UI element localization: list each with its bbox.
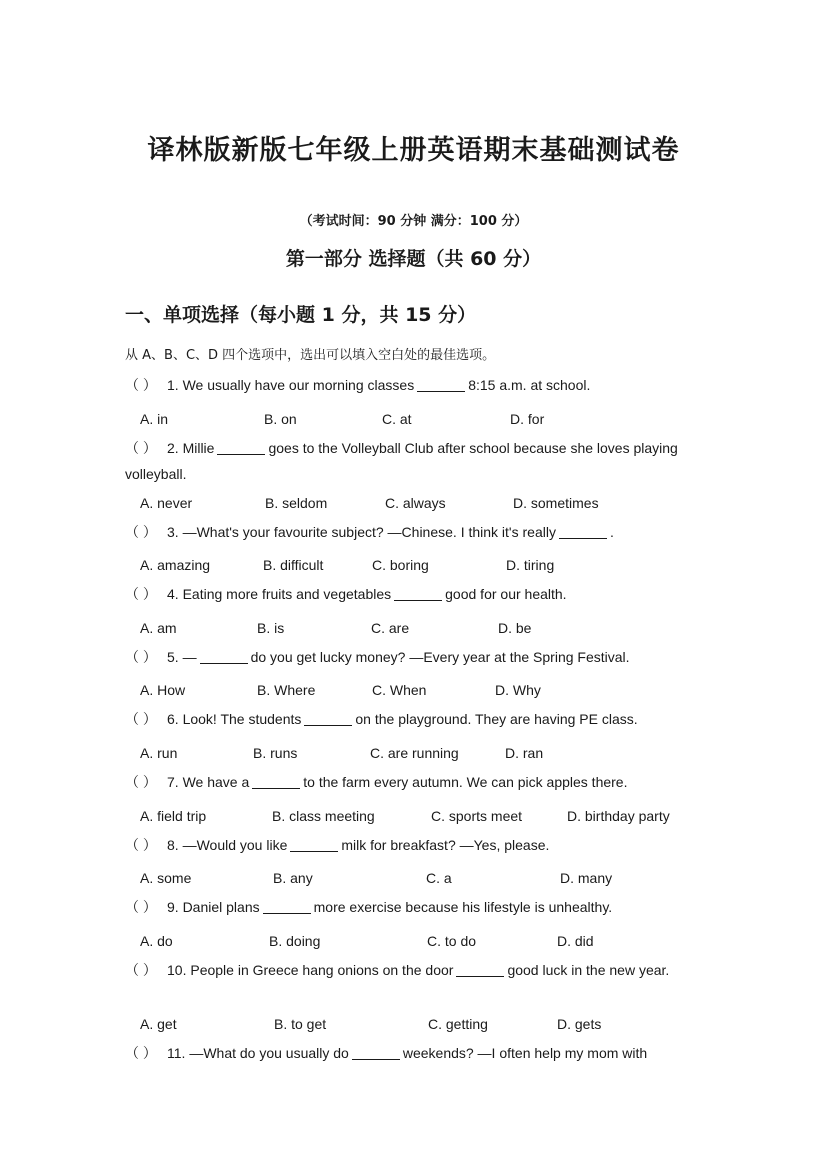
option-d[interactable]: D. sometimes bbox=[513, 495, 599, 511]
question-10 bbox=[125, 957, 695, 983]
question-stem-pre: 1. We usually have our morning classes bbox=[167, 377, 415, 393]
option-a[interactable]: A. in bbox=[140, 411, 169, 427]
question-stem-post: on the playground. They are having PE class. bbox=[355, 711, 638, 727]
question-stem-pre: 3. —What's your favourite subject? —Chinese. I think it's really bbox=[167, 524, 556, 540]
option-b[interactable]: B. to get bbox=[274, 1016, 327, 1032]
question-stem-post: 8:15 a.m. at school. bbox=[468, 377, 591, 393]
option-d[interactable]: D. for bbox=[510, 411, 545, 427]
option-b[interactable]: B. difficult bbox=[263, 557, 324, 573]
option-a[interactable]: A. some bbox=[140, 870, 192, 886]
options-10 bbox=[140, 1016, 700, 1036]
question-stem-pre: 5. — bbox=[167, 649, 197, 665]
option-d[interactable]: D. birthday party bbox=[567, 808, 670, 824]
question-3 bbox=[125, 519, 695, 545]
option-a[interactable]: A. amazing bbox=[140, 557, 211, 573]
option-a[interactable]: A. do bbox=[140, 933, 173, 949]
question-stem-pre: 4. Eating more fruits and vegetables bbox=[167, 586, 392, 602]
question-stem-post: good luck in the new year. bbox=[507, 962, 670, 978]
option-d[interactable]: D. many bbox=[560, 870, 613, 886]
options-3 bbox=[140, 557, 700, 577]
option-d[interactable]: D. gets bbox=[557, 1016, 602, 1032]
question-stem-pre: 2. Millie bbox=[167, 440, 215, 456]
answer-paren[interactable]: （ ） bbox=[125, 962, 157, 978]
answer-blank bbox=[417, 377, 465, 392]
answer-paren[interactable]: （ ） bbox=[125, 440, 157, 456]
answer-paren[interactable]: （ ） bbox=[125, 774, 157, 790]
question-2 bbox=[125, 435, 695, 487]
answer-blank bbox=[290, 837, 338, 852]
option-a[interactable]: A. field trip bbox=[140, 808, 207, 824]
option-c[interactable]: C. at bbox=[382, 411, 412, 427]
answer-blank bbox=[304, 711, 352, 726]
option-b[interactable]: B. on bbox=[264, 411, 297, 427]
question-4 bbox=[125, 581, 695, 607]
option-a[interactable]: A. run bbox=[140, 745, 178, 761]
option-c[interactable]: C. sports meet bbox=[431, 808, 523, 824]
question-5 bbox=[125, 644, 695, 670]
part-heading: 第一部分 选择题（共 60 分） bbox=[285, 248, 542, 270]
question-stem-pre: 9. Daniel plans bbox=[167, 899, 260, 915]
question-stem-post: more exercise because his lifestyle is unhealthy. bbox=[313, 899, 613, 915]
question-stem-post: goes to the Volleyball Club after school because she loves playing volleyball. bbox=[125, 440, 678, 482]
question-stem-pre: 8. —Would you like bbox=[167, 837, 288, 853]
option-c[interactable]: C. boring bbox=[372, 557, 429, 573]
answer-paren[interactable]: （ ） bbox=[125, 837, 157, 853]
answer-blank bbox=[559, 524, 607, 539]
page-title: 译林版新版七年级上册英语期末基础测试卷 bbox=[147, 135, 680, 166]
answer-blank bbox=[263, 899, 311, 914]
option-c[interactable]: C. to do bbox=[427, 933, 477, 949]
question-7 bbox=[125, 769, 695, 795]
option-b[interactable]: B. runs bbox=[253, 745, 298, 761]
answer-paren[interactable]: （ ） bbox=[125, 899, 157, 915]
question-stem-post: weekends? —I often help my mom with bbox=[402, 1045, 648, 1061]
option-a[interactable]: A. get bbox=[140, 1016, 177, 1032]
option-c[interactable]: C. are bbox=[371, 620, 410, 636]
question-stem-post: to the farm every autumn. We can pick apples there. bbox=[303, 774, 628, 790]
option-d[interactable]: D. did bbox=[557, 933, 594, 949]
option-b[interactable]: B. doing bbox=[269, 933, 321, 949]
option-c[interactable]: C. a bbox=[426, 870, 452, 886]
answer-blank bbox=[352, 1045, 400, 1060]
options-8 bbox=[140, 870, 700, 890]
options-7 bbox=[140, 808, 700, 828]
options-9 bbox=[140, 933, 700, 953]
question-stem-post: good for our health. bbox=[445, 586, 567, 602]
question-stem-pre: 10. People in Greece hang onions on the door bbox=[167, 962, 454, 978]
answer-blank bbox=[456, 962, 504, 977]
option-c[interactable]: C. getting bbox=[428, 1016, 488, 1032]
options-1 bbox=[140, 411, 700, 431]
option-c[interactable]: C. always bbox=[385, 495, 446, 511]
option-d[interactable]: D. ran bbox=[505, 745, 544, 761]
answer-paren[interactable]: （ ） bbox=[125, 524, 157, 540]
answer-paren[interactable]: （ ） bbox=[125, 711, 157, 727]
option-d[interactable]: D. Why bbox=[495, 682, 541, 698]
option-c[interactable]: C. are running bbox=[370, 745, 459, 761]
option-a[interactable]: A. How bbox=[140, 682, 186, 698]
answer-blank bbox=[217, 440, 265, 455]
question-stem-post: do you get lucky money? —Every year at the Spring Festival. bbox=[250, 649, 630, 665]
answer-paren[interactable]: （ ） bbox=[125, 1045, 157, 1061]
options-6 bbox=[140, 745, 700, 765]
option-a[interactable]: A. am bbox=[140, 620, 177, 636]
question-stem-pre: 11. —What do you usually do bbox=[167, 1045, 349, 1061]
question-stem-pre: 7. We have a bbox=[167, 774, 250, 790]
option-b[interactable]: B. seldom bbox=[265, 495, 328, 511]
question-1 bbox=[125, 372, 695, 398]
options-4 bbox=[140, 620, 700, 640]
option-c[interactable]: C. When bbox=[372, 682, 427, 698]
question-9 bbox=[125, 894, 695, 920]
option-b[interactable]: B. any bbox=[273, 870, 313, 886]
option-a[interactable]: A. never bbox=[140, 495, 193, 511]
answer-blank bbox=[252, 774, 300, 789]
option-b[interactable]: B. Where bbox=[257, 682, 316, 698]
answer-blank bbox=[200, 649, 248, 664]
answer-paren[interactable]: （ ） bbox=[125, 377, 157, 393]
answer-paren[interactable]: （ ） bbox=[125, 649, 157, 665]
instruction-text: 从 A、B、C、D 四个选项中，选出可以填入空白处的最佳选项。 bbox=[125, 348, 496, 363]
option-d[interactable]: D. tiring bbox=[506, 557, 555, 573]
answer-blank bbox=[394, 586, 442, 601]
option-b[interactable]: B. class meeting bbox=[272, 808, 375, 824]
answer-paren[interactable]: （ ） bbox=[125, 586, 157, 602]
options-5 bbox=[140, 682, 700, 702]
question-11 bbox=[125, 1040, 695, 1066]
section-heading: 一、单项选择（每小题 1 分，共 15 分） bbox=[125, 304, 477, 326]
option-d[interactable]: D. be bbox=[498, 620, 532, 636]
options-2 bbox=[140, 495, 700, 515]
option-b[interactable]: B. is bbox=[257, 620, 285, 636]
exam-info: （考试时间：90 分钟 满分：100 分） bbox=[299, 214, 528, 229]
question-8 bbox=[125, 832, 695, 858]
question-stem-post: . bbox=[609, 524, 614, 540]
question-stem-post: milk for breakfast? —Yes, please. bbox=[341, 837, 550, 853]
question-stem-pre: 6. Look! The students bbox=[167, 711, 302, 727]
question-6 bbox=[125, 706, 695, 732]
